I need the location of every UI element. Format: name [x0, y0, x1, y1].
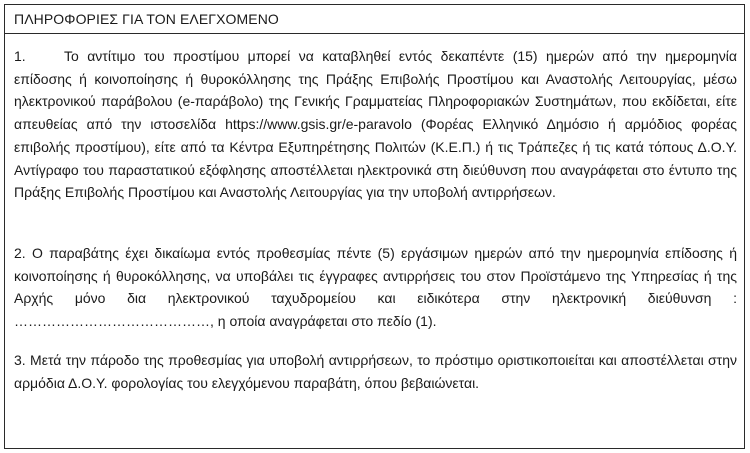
info-box [4, 4, 745, 449]
paragraph-2: 2. Ο παραβάτης έχει δικαίωμα εντός προθεσμίας πέντε (5) εργάσιμων ημερών από την ημερομηνία επίδοσης ή κοινοποίησης ή θυροκόλλησης, να υποβάλει τις έγγραφες αντιρρήσεις του στον Προϊστάμενο της Υπηρεσίας ή της Αρχής μόνο δια ηλεκτρονικού ταχυδρομείου και ειδικότερα στην ηλεκτρονική διεύθυνση : ……………………………………, η οποία αναγράφεται στο πεδίο (1). [14, 245, 737, 330]
paragraph-3: 3. Μετά την πάροδο της προθεσμίας για υποβολή αντιρρήσεων, το πρόστιμο οριστικοποιείται και αποστέλλεται στην αρμόδια Δ.Ο.Υ. φορολογίας του ελεγχόμενου παραβάτη, όπου βεβαιώνεται. [14, 352, 737, 391]
box-title: ΠΛΗΡΟΦΟΡΙΕΣ ΓΙΑ ΤΟΝ ΕΛΕΓΧΟΜΕΝΟ [14, 11, 279, 27]
paragraph-1-text: Το αντίτιμο του προστίμου μπορεί να καταβληθεί εντός δεκαπέντε (15) ημερών από την ημερομηνία επίδοσης ή κοινοποίησης ή θυροκόλλησης της Πράξης Επιβολής Προστίμου και Αναστολής Λειτουργίας, μέσω ηλεκτρονικού παράβολου (e-παράβολο) της Γενικής Γραμματείας Πληροφοριακών Συστημάτων, που εκδίδεται, είτε απευθείας από την ιστοσελίδα https://www.gsis.gr/e-paravolo (Φορέας Ελληνικό Δημόσιο ή αρμόδιος φορέας επιβολής προστίμου), είτε από τα Κέντρα Εξυπηρέτησης Πολιτών (Κ.Ε.Π.) ή τις Τράπεζες ή τις κατά τόπους Δ.Ο.Υ. Αντίγραφο του παραστατικού εξόφλησης αποστέλλεται ηλεκτρονικά στη διεύθυνση που αναγράφεται στο έντυπο της Πράξης Επιβολής Προστίμου και Αναστολής Λειτουργίας για την υποβολή αντιρρήσεων. [14, 48, 737, 201]
paragraph-1-number: 1. [14, 48, 26, 64]
paragraph-1 [14, 45, 737, 204]
title-divider [5, 33, 744, 34]
